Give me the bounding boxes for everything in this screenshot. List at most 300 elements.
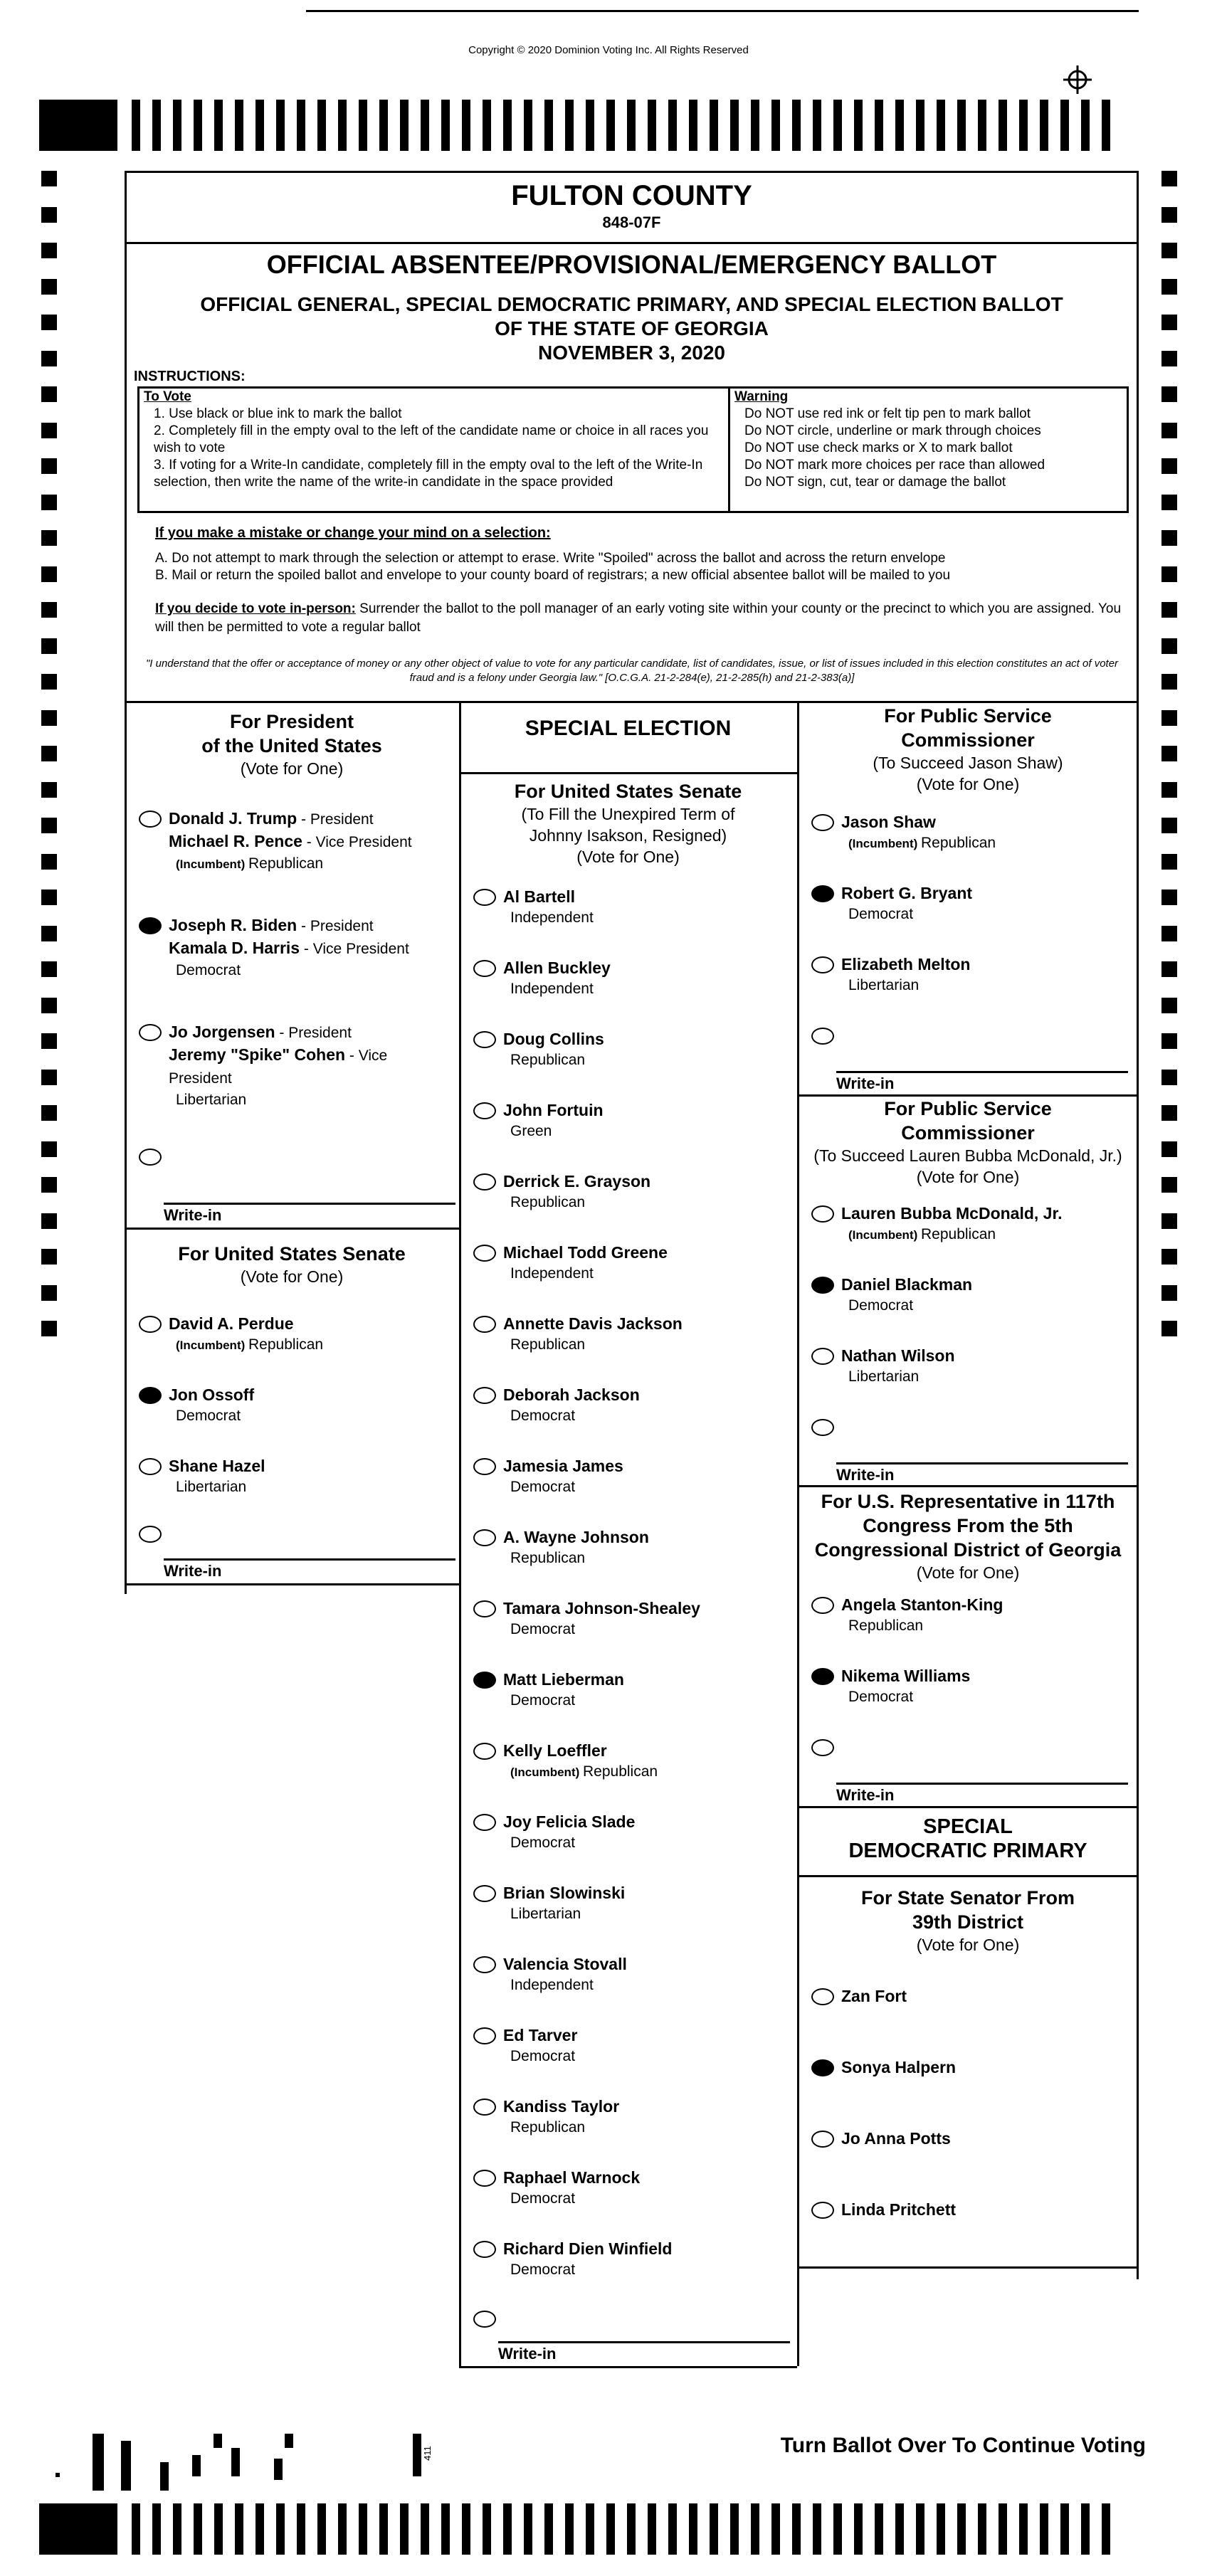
party-text: Libertarian — [848, 977, 920, 993]
candidate-party — [848, 1224, 1124, 1246]
candidate-party — [510, 1334, 786, 1356]
candidate-name-text: Michael Todd Greene — [503, 1243, 668, 1262]
timing-mark — [627, 2503, 636, 2555]
candidate — [473, 886, 786, 929]
side-timing-mark — [1161, 782, 1177, 798]
vote-oval[interactable] — [811, 1597, 834, 1614]
candidate — [473, 2238, 786, 2281]
candidate-name-text: John Fortuin — [503, 1101, 604, 1119]
to-vote-step-1: 1. Use black or blue ink to mark the ballot — [154, 406, 402, 421]
side-timing-mark — [41, 279, 57, 295]
side-timing-mark — [1161, 961, 1177, 977]
right-bottom-rule — [797, 2266, 1139, 2269]
vote-oval[interactable] — [811, 885, 834, 902]
county-name: FULTON COUNTY — [511, 180, 752, 211]
side-timing-mark — [41, 351, 57, 366]
vote-oval[interactable] — [811, 814, 834, 831]
vote-oval[interactable] — [139, 1387, 162, 1404]
party-text: Democrat — [510, 2261, 576, 2278]
timing-mark — [730, 2503, 739, 2555]
candidate-name — [503, 1242, 786, 1263]
side-timing-mark — [1161, 1105, 1177, 1121]
timing-mark — [895, 100, 904, 151]
candidate-party — [510, 907, 786, 929]
candidate-name-text: Valencia Stovall — [503, 1955, 627, 1973]
incumbent-tag: (Incumbent) — [176, 857, 248, 871]
timing-mark — [276, 100, 285, 151]
timing-mark — [565, 2503, 574, 2555]
candidate — [139, 914, 452, 981]
party-text: Democrat — [848, 1689, 914, 1705]
candidate-party — [176, 1477, 452, 1498]
timing-mark — [751, 100, 759, 151]
candidate-name-text: Robert G. Bryant — [841, 884, 973, 902]
incumbent-tag: (Incumbent) — [176, 1339, 248, 1352]
vote-oval[interactable] — [473, 2099, 496, 2116]
timing-mark — [916, 2503, 924, 2555]
candidate-party — [848, 1686, 1124, 1708]
candidate-name-text: Sonya Halpern — [841, 2058, 957, 2076]
vote-oval[interactable] — [811, 956, 834, 973]
side-timing-mark — [1161, 495, 1177, 510]
party-text: Republican — [510, 1550, 586, 1566]
candidate-name-text: Tamara Johnson-Shealey — [503, 1599, 700, 1617]
psc-mcdonald-sub: (To Succeed Lauren Bubba McDonald, Jr.) — [813, 1146, 1122, 1165]
right-divider-2 — [797, 1485, 1139, 1487]
candidate-name — [503, 1526, 786, 1548]
candidate-name-text: Lauren Bubba McDonald, Jr. — [841, 1204, 1063, 1223]
vote-oval[interactable] — [473, 2027, 496, 2044]
vote-oval[interactable] — [139, 1458, 162, 1475]
candidate-name — [503, 1811, 786, 1832]
left-column — [125, 701, 459, 1598]
party-text: Libertarian — [510, 1906, 581, 1922]
party-text: Democrat — [510, 1479, 576, 1495]
writein-oval[interactable] — [473, 2311, 496, 2328]
vote-oval[interactable] — [473, 1529, 496, 1546]
psc-shaw-writein-line[interactable] — [836, 1071, 1128, 1073]
timing-mark — [255, 100, 264, 151]
mistake-instructions — [155, 550, 1123, 584]
candidate-name — [503, 1740, 786, 1761]
timing-mark — [483, 2503, 491, 2555]
writein-oval[interactable] — [811, 1419, 834, 1436]
candidate-party — [510, 1050, 786, 1071]
candidate-party — [848, 1366, 1124, 1388]
side-timing-mark — [41, 1177, 57, 1193]
party-text: Democrat — [848, 906, 914, 922]
candidate-name-text: Jo Jorgensen — [169, 1023, 275, 1041]
side-timing-mark — [41, 818, 57, 833]
side-timing-mark — [1161, 998, 1177, 1013]
timing-mark — [916, 100, 924, 151]
psc-shaw-title-1: For Public Service — [884, 705, 1052, 727]
side-timing-mark — [41, 1249, 57, 1265]
candidate-name — [503, 1384, 786, 1405]
side-timing-mark — [41, 566, 57, 582]
ballot-header — [125, 171, 1139, 242]
vote-oval[interactable] — [811, 2059, 834, 2076]
timing-mark — [565, 100, 574, 151]
vote-oval[interactable] — [811, 1277, 834, 1294]
copyright-text: Copyright © 2020 Dominion Voting Inc. All Rights Reserved — [468, 44, 749, 56]
us-senate-writein-label: Write-in — [164, 1562, 222, 1580]
candidate-name-text: Doug Collins — [503, 1030, 604, 1048]
timing-mark — [833, 2503, 842, 2555]
timing-mark — [606, 2503, 615, 2555]
timing-mark — [710, 100, 718, 151]
candidate-name-text: Joy Felicia Slade — [503, 1812, 636, 1831]
us-senate-vote-for: (Vote for One) — [240, 1267, 344, 1286]
candidate-name — [841, 954, 1124, 975]
right-divider-3 — [797, 1806, 1139, 1808]
candidate — [473, 1242, 786, 1284]
timing-mark — [276, 2503, 285, 2555]
vote-oval[interactable] — [139, 1024, 162, 1041]
special-writein-label: Write-in — [498, 2345, 557, 2363]
candidate-party — [848, 904, 1124, 925]
timing-mark — [194, 2503, 202, 2555]
voter-fraud-affirmation: "I understand that the offer or acceptance of money or any other object of value to vote for any particular candidate, list of candidates, issue, or list of issues included in this election constitutes an act of voter fraud and is a felony under Georgia law." [O.C.G.A. 21-2-284(e), 21-2-285(h) and 21-2-383(a)] — [145, 658, 1119, 684]
barcode-mark — [121, 2441, 131, 2491]
candidate-name — [503, 1028, 786, 1050]
side-timing-mark — [41, 171, 57, 186]
candidate-name-text: Elizabeth Melton — [841, 955, 971, 973]
candidate-name-text: Nikema Williams — [841, 1667, 971, 1685]
psc-mcdonald-vote-for: (Vote for One) — [916, 1168, 1020, 1186]
vote-oval[interactable] — [473, 1458, 496, 1475]
candidate — [473, 1811, 786, 1854]
party-text: Democrat — [510, 1835, 576, 1851]
vote-oval[interactable] — [473, 1814, 496, 1831]
timing-mark — [689, 100, 697, 151]
candidate-name-text: Raphael Warnock — [503, 2168, 641, 2187]
timing-mark — [1081, 100, 1090, 151]
vote-oval[interactable] — [473, 2170, 496, 2187]
timing-mark — [359, 100, 367, 151]
timing-mark — [235, 2503, 243, 2555]
party-text: Republican — [248, 855, 324, 872]
congress-title-1: For U.S. Representative in 117th — [821, 1491, 1115, 1512]
candidate-name — [169, 1384, 452, 1405]
state-senate-race-header — [797, 1886, 1139, 1955]
vote-oval[interactable] — [473, 1102, 496, 1119]
timing-mark — [957, 2503, 966, 2555]
vote-oval[interactable] — [473, 1245, 496, 1262]
to-vote-section — [139, 389, 730, 511]
special-election-heading — [459, 701, 797, 741]
side-timing-mark — [41, 1070, 57, 1085]
congress-writein-label: Write-in — [836, 1786, 895, 1804]
side-timing-mark — [41, 1285, 57, 1301]
right-column — [797, 701, 1139, 2281]
timing-mark — [1081, 2503, 1090, 2555]
candidate-party — [510, 1192, 786, 1213]
writein-oval[interactable] — [139, 1526, 162, 1543]
president-vote-for: (Vote for One) — [240, 759, 344, 778]
candidate-party — [510, 1904, 786, 1925]
barcode-mark — [274, 2459, 283, 2480]
timing-mark — [1040, 2503, 1048, 2555]
candidate-party — [848, 1295, 1124, 1316]
us-senate-title: For United States Senate — [178, 1243, 406, 1265]
incumbent-tag: (Incumbent) — [510, 1765, 583, 1779]
side-timing-mark — [1161, 890, 1177, 905]
side-timing-mark — [1161, 1285, 1177, 1301]
candidate — [473, 2025, 786, 2067]
vote-oval[interactable] — [473, 1031, 496, 1048]
candidate-party — [176, 853, 452, 875]
timing-mark — [379, 2503, 388, 2555]
side-timing-mark — [1161, 1249, 1177, 1265]
to-vote-label: To Vote — [144, 389, 191, 404]
candidate-name — [169, 1455, 452, 1477]
timing-marks-top — [39, 100, 1176, 151]
side-timing-mark — [1161, 171, 1177, 186]
side-timing-mark — [41, 602, 57, 618]
candidate — [811, 1203, 1124, 1246]
candidate-name — [841, 882, 1124, 904]
candidate — [139, 1021, 452, 1111]
vote-oval[interactable] — [473, 1316, 496, 1333]
side-timing-mark — [1161, 423, 1177, 438]
congress-title-2: Congress From the 5th — [863, 1515, 1073, 1536]
candidate-name-text: Kelly Loeffler — [503, 1741, 607, 1760]
writein-oval[interactable] — [139, 1149, 162, 1166]
side-timing-mark — [41, 674, 57, 690]
candidate — [473, 1099, 786, 1142]
timing-mark — [1102, 2503, 1110, 2555]
vote-oval[interactable] — [811, 2202, 834, 2219]
timing-mark — [710, 2503, 718, 2555]
candidate-name — [503, 1455, 786, 1477]
candidate-name — [503, 2096, 786, 2117]
party-text: Libertarian — [848, 1368, 920, 1385]
timing-mark — [214, 2503, 223, 2555]
timing-mark — [689, 2503, 697, 2555]
warning-4: Do NOT mark more choices per race than allowed — [744, 458, 1045, 473]
candidate — [473, 1526, 786, 1569]
candidate-name — [841, 2199, 1124, 2220]
side-timing-mark — [41, 961, 57, 977]
candidate-name-text: Annette Davis Jackson — [503, 1314, 683, 1333]
warning-1: Do NOT use red ink or felt tip pen to mark ballot — [744, 406, 1031, 421]
side-timing-mark — [41, 386, 57, 402]
party-text: Libertarian — [176, 1479, 247, 1495]
writein-oval[interactable] — [811, 1028, 834, 1045]
special-primary-title-2: DEMOCRATIC PRIMARY — [848, 1839, 1087, 1862]
timing-mark — [957, 100, 966, 151]
candidate — [139, 808, 452, 875]
timing-mark — [441, 2503, 450, 2555]
side-timing-mark — [41, 1213, 57, 1229]
candidate-name — [841, 1985, 1124, 2007]
warning-2: Do NOT circle, underline or mark through choices — [744, 423, 1041, 438]
vote-oval[interactable] — [473, 1885, 496, 1902]
vote-oval[interactable] — [473, 960, 496, 977]
psc-mcdonald-title-2: Commissioner — [901, 1122, 1035, 1144]
vote-oval[interactable] — [473, 889, 496, 906]
vote-oval[interactable] — [473, 1743, 496, 1760]
candidate-name — [841, 811, 1124, 833]
vote-oval[interactable] — [811, 1348, 834, 1365]
candidate-name-text: Ed Tarver — [503, 2026, 578, 2044]
state-senate-title-1: For State Senator From — [860, 1887, 1075, 1909]
timing-mark — [1019, 100, 1028, 151]
timing-mark — [854, 100, 863, 151]
running-mate-role: - Vice President — [302, 834, 412, 850]
side-timing-mark — [1161, 926, 1177, 941]
candidate-name-text: Derrick E. Grayson — [503, 1172, 651, 1191]
candidate-party — [510, 1975, 786, 1996]
timing-mark — [854, 2503, 863, 2555]
side-timing-mark — [41, 782, 57, 798]
side-timing-mark — [41, 423, 57, 438]
ballot-title: OFFICIAL ABSENTEE/PROVISIONAL/EMERGENCY BALLOT — [266, 250, 997, 279]
candidate-party — [510, 1690, 786, 1711]
timing-mark — [524, 100, 532, 151]
barcode-mark — [160, 2462, 169, 2491]
side-timing-mark — [1161, 1321, 1177, 1336]
vote-oval[interactable] — [811, 1205, 834, 1223]
candidate-name — [841, 1203, 1124, 1224]
side-timing-mark — [41, 638, 57, 654]
vote-oval[interactable] — [473, 1173, 496, 1191]
state-senate-vote-for: (Vote for One) — [916, 1936, 1020, 1954]
party-text: Libertarian — [176, 1092, 247, 1108]
vote-oval[interactable] — [473, 1672, 496, 1689]
timing-mark — [421, 2503, 429, 2555]
vote-oval[interactable] — [811, 1988, 834, 2005]
timing-mark — [317, 2503, 326, 2555]
side-timing-mark — [41, 926, 57, 941]
vote-oval[interactable] — [139, 811, 162, 828]
president-title-1: For President — [229, 711, 354, 732]
side-timing-mark — [1161, 710, 1177, 726]
vote-oval[interactable] — [473, 1600, 496, 1617]
party-text: Independent — [510, 981, 594, 997]
to-vote-step-2: 2. Completely fill in the empty oval to the left of the candidate name or choice in all races you wish to vote — [154, 423, 709, 455]
party-text: Democrat — [510, 2190, 576, 2207]
mistake-b: B. Mail or return the spoiled ballot and envelope to your county board of registrars; a new official absentee ballot will be mailed to you — [155, 568, 951, 583]
congress-writein-line[interactable] — [836, 1783, 1128, 1785]
instructions-box — [125, 242, 1139, 701]
timing-mark — [359, 2503, 367, 2555]
special-writein-line[interactable] — [498, 2341, 790, 2343]
candidate-name-text: Al Bartell — [503, 887, 575, 906]
candidate-name-text: Daniel Blackman — [841, 1275, 973, 1294]
candidate-party — [510, 1477, 786, 1498]
timing-mark — [730, 100, 739, 151]
side-timing-mark — [1161, 386, 1177, 402]
timing-block — [39, 2503, 117, 2555]
left-border — [125, 701, 127, 1594]
ballot-subtitle — [127, 292, 1137, 365]
candidate-party — [510, 2259, 786, 2281]
timing-block — [39, 100, 117, 151]
timing-mark — [400, 2503, 409, 2555]
timing-mark — [503, 2503, 512, 2555]
candidate-name-text: Richard Dien Winfield — [503, 2239, 673, 2258]
candidate-party — [848, 975, 1124, 996]
side-timing-mark — [1161, 638, 1177, 654]
running-mate-name — [169, 1044, 452, 1089]
party-text: Republican — [510, 2119, 586, 2136]
timing-mark — [627, 100, 636, 151]
warning-label: Warning — [734, 389, 789, 404]
barcode-mark — [56, 2473, 60, 2477]
timing-mark — [235, 100, 243, 151]
party-text: Democrat — [176, 962, 241, 978]
candidate-name-text: Shane Hazel — [169, 1457, 265, 1475]
candidate-party — [510, 1761, 786, 1783]
president-writein-line[interactable] — [164, 1203, 455, 1205]
president-race-header — [125, 701, 459, 779]
vote-oval[interactable] — [811, 1668, 834, 1685]
candidate-name-text: Jon Ossoff — [169, 1385, 255, 1404]
side-timing-mark — [41, 998, 57, 1013]
top-rule — [306, 10, 1139, 14]
side-timing-mark — [41, 854, 57, 870]
vote-oval[interactable] — [473, 1387, 496, 1404]
candidate — [473, 1740, 786, 1783]
timing-mark — [152, 2503, 161, 2555]
side-timing-mark — [1161, 602, 1177, 618]
candidate-name — [503, 1171, 786, 1192]
writein-oval[interactable] — [811, 1739, 834, 1756]
vote-oval[interactable] — [811, 2131, 834, 2148]
instructions-table — [137, 386, 1129, 513]
candidate-name — [503, 1669, 786, 1690]
party-text: Republican — [248, 1336, 324, 1353]
psc-mcdonald-race-header — [797, 1097, 1139, 1188]
side-timing-mark — [1161, 351, 1177, 366]
mid-divider — [459, 772, 797, 774]
party-text: Republican — [510, 1336, 586, 1353]
timing-mark — [875, 100, 883, 151]
timing-mark — [1102, 100, 1110, 151]
party-text: Republican — [510, 1194, 586, 1210]
middle-column — [459, 701, 797, 2380]
special-senate-title: For United States Senate — [514, 781, 742, 802]
barcode-mark — [413, 2434, 421, 2476]
us-senate-writein-line[interactable] — [164, 1558, 455, 1561]
right-border — [1137, 701, 1139, 2279]
timing-mark — [792, 2503, 801, 2555]
congress-vote-for: (Vote for One) — [916, 1563, 1020, 1582]
candidate-name-text: Linda Pritchett — [841, 2200, 957, 2219]
timing-mark — [483, 100, 491, 151]
vote-oval[interactable] — [139, 1316, 162, 1333]
candidate-role: - President — [297, 918, 374, 934]
vote-oval[interactable] — [473, 2241, 496, 2258]
party-text: Republican — [921, 835, 996, 851]
candidate — [473, 957, 786, 1000]
barcode-mark — [214, 2434, 222, 2448]
timing-mark — [937, 2503, 945, 2555]
barcode-mark — [231, 2448, 240, 2476]
warning-section — [730, 389, 1127, 511]
candidate — [811, 1274, 1124, 1316]
special-senate-vote-for: (Vote for One) — [576, 848, 680, 866]
candidate — [811, 1345, 1124, 1388]
vote-oval[interactable] — [473, 1956, 496, 1973]
vote-oval[interactable] — [139, 917, 162, 934]
candidate-name-text: Zan Fort — [841, 1987, 907, 2005]
side-timing-mark — [1161, 458, 1177, 474]
psc-mcdonald-writein-line[interactable] — [836, 1462, 1128, 1464]
candidate-role: - President — [297, 811, 374, 828]
